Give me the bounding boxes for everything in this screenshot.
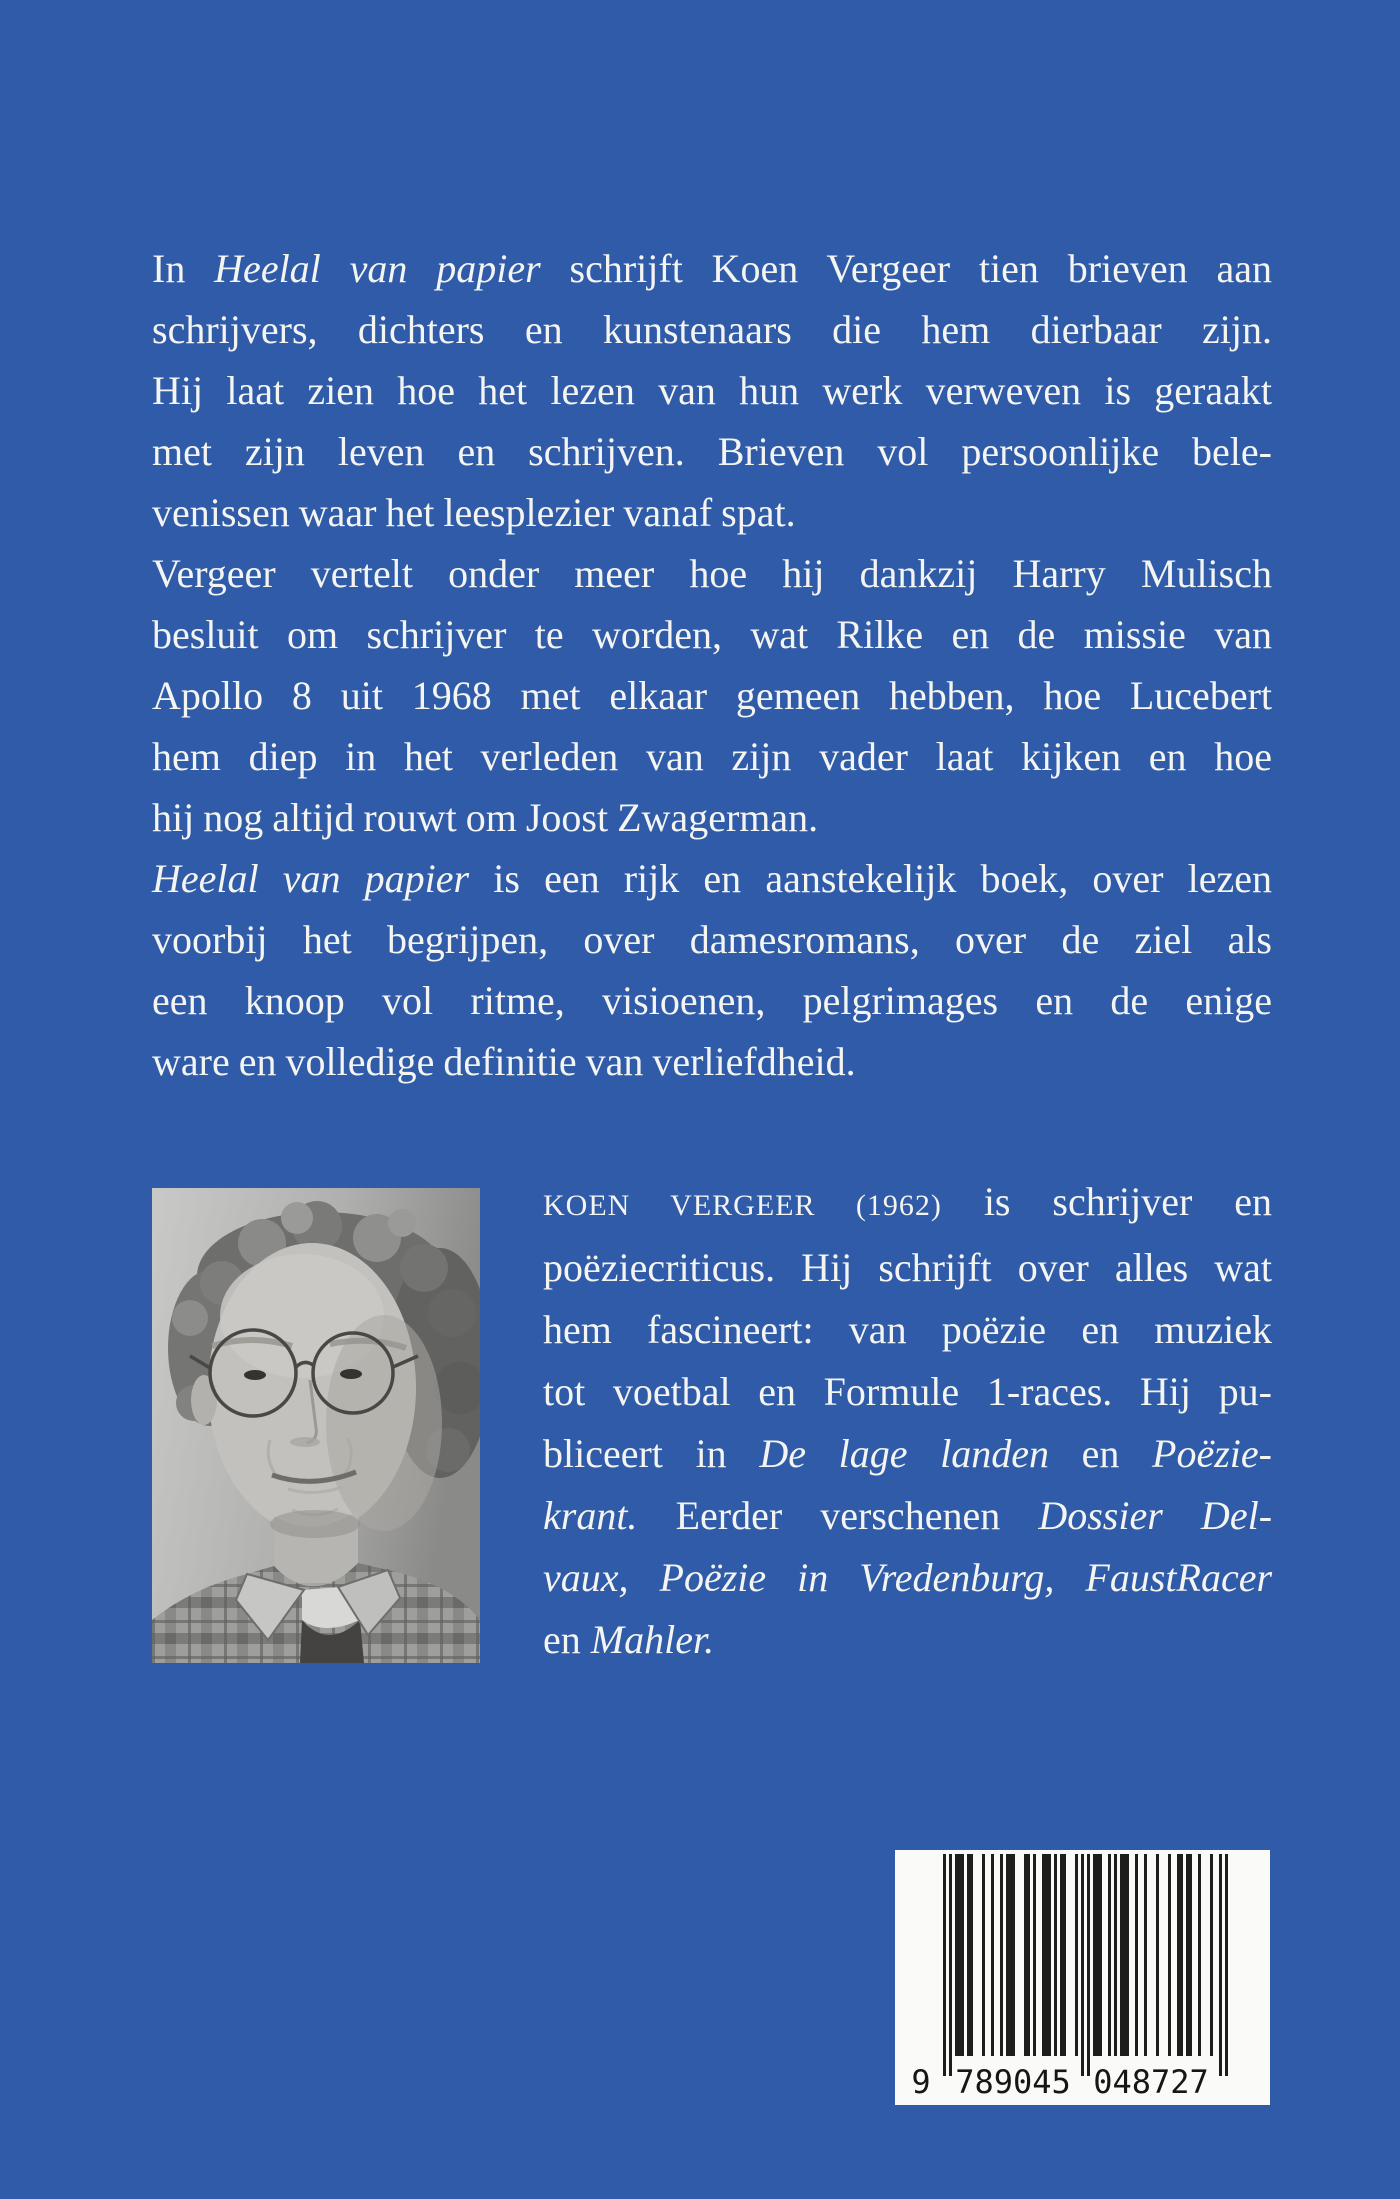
barcode-digits	[895, 2061, 1270, 2101]
bio-line	[543, 1423, 1272, 1485]
text: poëziecriticus. Hij schrijft over alles wat	[543, 1245, 1272, 1290]
text: schrijft Koen Vergeer tien brieven aan	[540, 246, 1273, 291]
barcode-digit-system: 9	[911, 2063, 931, 2101]
barcode-digits-right: 048727	[1093, 2063, 1209, 2101]
text: is een rijk en aanstekelijk boek, over lezen	[469, 856, 1272, 901]
text: venissen waar het leesplezier vanaf spat.	[152, 490, 796, 535]
italic-text: Heelal van papier	[152, 856, 470, 901]
text: met zijn leven en schrijven. Brieven vol persoonlijke bele-	[152, 429, 1272, 474]
blurb-line	[152, 543, 1272, 604]
blurb-line	[152, 360, 1272, 421]
italic-text: vaux,	[543, 1555, 629, 1600]
italic-text: FaustRacer	[1085, 1555, 1273, 1600]
text	[1054, 1555, 1085, 1600]
author-bio	[543, 1171, 1272, 1671]
bio-line	[543, 1299, 1272, 1361]
text: Hij laat zien hoe het lezen van hun werk verweven is geraakt	[152, 368, 1272, 413]
blurb-line	[152, 665, 1272, 726]
text: hem diep in het verleden van zijn vader laat kijken en hoe	[152, 734, 1272, 779]
blurb-line	[152, 299, 1272, 360]
bio-line	[543, 1609, 1272, 1671]
italic-text: krant.	[543, 1493, 638, 1538]
text: schrijvers, dichters en kunstenaars die hem dierbaar zijn.	[152, 307, 1272, 352]
blurb-line	[152, 238, 1272, 299]
blurb-line	[152, 604, 1272, 665]
italic-text: Poëzie-	[1152, 1431, 1272, 1476]
blurb-line	[152, 970, 1272, 1031]
blurb-line	[152, 848, 1272, 909]
text	[629, 1555, 660, 1600]
author-photo	[152, 1188, 480, 1663]
bio-line	[543, 1237, 1272, 1299]
italic-text: Dossier Del-	[1038, 1493, 1273, 1538]
blurb-line	[152, 787, 1272, 848]
barcode-bar	[1225, 1854, 1228, 2076]
text: hij nog altijd rouwt om Joost Zwagerman.	[152, 795, 819, 840]
text: besluit om schrijver te worden, wat Rilke en de missie van	[152, 612, 1272, 657]
italic-text: Heelal van papier	[214, 246, 541, 291]
text: Vergeer vertelt onder meer hoe hij dankzij Harry Mulisch	[152, 551, 1272, 596]
barcode-digits-left: 789045	[955, 2063, 1071, 2101]
small-caps-text: KOEN VERGEER (1962)	[543, 1189, 942, 1222]
photo-neck	[270, 1510, 360, 1583]
text: hem fascineert: van poëzie en muziek	[543, 1307, 1272, 1352]
bio-line	[543, 1361, 1272, 1423]
text: tot voetbal en Formule 1-races. Hij pu-	[543, 1369, 1272, 1414]
blurb-line	[152, 421, 1272, 482]
blurb	[152, 238, 1272, 1092]
bio-line	[543, 1547, 1272, 1609]
text: ware en volledige definitie van verliefdheid.	[152, 1039, 856, 1084]
text: Eerder verschenen	[637, 1493, 1039, 1538]
blurb-line	[152, 909, 1272, 970]
text: een knoop vol ritme, visioenen, pelgrimages en de enige	[152, 978, 1272, 1023]
text: In	[152, 246, 215, 291]
italic-text: Mahler.	[590, 1617, 715, 1662]
text: voorbij het begrijpen, over damesromans, over de ziel als	[152, 917, 1272, 962]
blurb-line	[152, 1031, 1272, 1092]
text: is schrijver en	[941, 1179, 1272, 1224]
bio-line	[543, 1171, 1272, 1237]
bio-line	[543, 1485, 1272, 1547]
text: Apollo 8 uit 1968 met elkaar gemeen hebben, hoe Lucebert	[152, 673, 1272, 718]
barcode	[895, 1850, 1270, 2105]
barcode-bars	[943, 1854, 1228, 2076]
blurb-line	[152, 482, 1272, 543]
blurb-line	[152, 726, 1272, 787]
italic-text: Poëzie in Vredenburg,	[659, 1555, 1055, 1600]
text: bliceert in	[543, 1431, 760, 1476]
italic-text: De lage landen	[759, 1431, 1049, 1476]
text: en	[543, 1617, 591, 1662]
text: en	[1049, 1431, 1153, 1476]
